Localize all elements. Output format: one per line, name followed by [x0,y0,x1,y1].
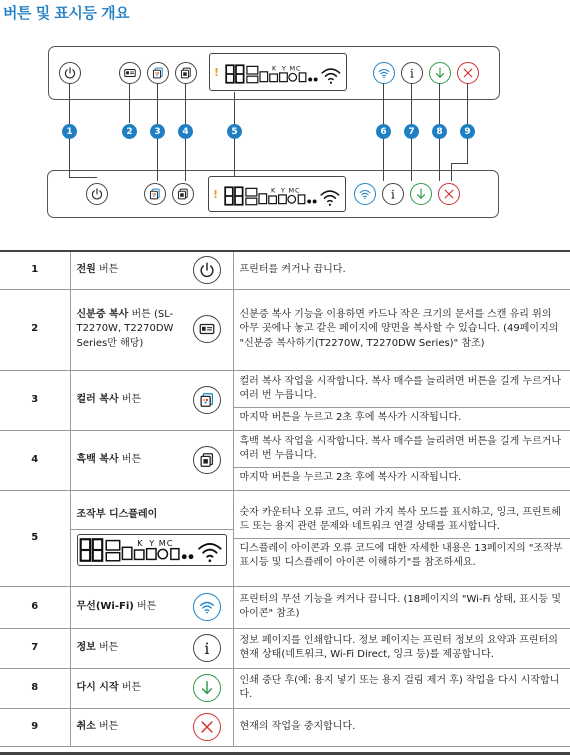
id-card-icon [119,62,141,84]
table-row [0,628,570,668]
button-table [0,250,570,747]
mono-copy-icon [193,446,221,474]
page-title: 버튼 및 표시등 개요 [3,4,130,22]
resume-icon [410,183,432,205]
row-name: 신분증 복사 버튼 (SL-T2270W, T2270DW Series만 해당) [70,289,181,370]
mono-copy-icon [175,62,197,84]
resume-icon [429,62,451,84]
wifi-icon [193,593,221,621]
display-icon [77,534,227,566]
info-icon [401,62,423,84]
wifi-icon [354,183,376,205]
table-row [0,251,570,289]
callout-number: 9 [460,124,475,139]
footer-rule [0,752,570,755]
row-number: 6 [0,586,70,628]
row-name: 취소 버튼 [70,708,181,746]
table-row [0,586,570,628]
row-name: 조작부 디스플레이 [71,502,233,530]
row-description: 인쇄 중단 후(예: 용지 넣기 또는 용지 걸림 제거 후) 작업을 다시 시작합니다. [233,668,570,708]
callout-line [451,163,468,164]
cancel-icon [438,183,460,205]
row-number: 1 [0,251,70,289]
callout-line [451,163,452,181]
callout-number: 2 [122,124,137,139]
table-row [0,668,570,708]
table-row [0,370,570,430]
mono-copy-icon [172,183,194,205]
row-description: 프린터의 무선 기능을 켜거나 끕니다. (18페이지의 "Wi-Fi 상태, 표시등 및 아이콘" 참조) [233,586,570,628]
id-card-icon [193,315,221,343]
callout-line [69,177,97,178]
row-number: 9 [0,708,70,746]
control-panel-diagram-bottom [47,170,499,218]
row-name: 무선(Wi-Fi) 버튼 [70,586,181,628]
table-row [0,708,570,746]
wifi-icon [373,62,395,84]
callout-number: 7 [404,124,419,139]
row-name: 정보 버튼 [70,628,181,668]
color-copy-icon [193,386,221,414]
row-description: 흑백 복사 작업을 시작합니다. 복사 매수를 늘리려면 버튼을 길게 누르거나 여러 번 누릅니다. [239,435,562,462]
power-icon [59,62,81,84]
table-row [0,289,570,370]
info-icon [193,634,221,662]
row-description: 프린터를 켜거나 끕니다. [233,251,570,289]
power-icon [193,256,221,284]
row-description: 컬러 복사 작업을 시작합니다. 복사 매수를 늘리려면 버튼을 길게 누르거나 여러 번 누릅니다. [239,375,562,402]
table-row [0,490,570,586]
callout-line [129,83,130,123]
row-number: 3 [0,370,70,430]
display-icon [208,176,346,212]
color-copy-icon [147,62,169,84]
row-name: 전원 버튼 [70,251,181,289]
row-number: 2 [0,289,70,370]
callout-number: 4 [178,124,193,139]
row-name: 다시 시작 버튼 [70,668,181,708]
row-description-note: 디스플레이 아이콘과 오류 코드에 대한 자세한 내용은 13페이지의 "조작부 표시등 및 디스플레이 아이콘 이해하기"를 참조하세요. [234,538,570,571]
cancel-icon [457,62,479,84]
resume-icon [193,674,221,702]
row-number: 7 [0,628,70,668]
callout-number: 8 [432,124,447,139]
callout-line [467,83,468,163]
row-name: 흑백 복사 버튼 [70,430,181,490]
row-description: 신분증 복사 기능을 이용하면 카드나 작은 크기의 문서를 스캔 유리 위의 아무 곳에나 놓고 같은 페이지에 양면을 복사할 수 있습니다. (49페이지의 "신분증 복사하기(T2270W, T2270DW Series)" 참조) [233,289,570,370]
callout-number: 6 [376,124,391,139]
row-number: 5 [0,490,70,586]
callout-number: 1 [62,124,77,139]
callout-number: 3 [150,124,165,139]
row-description: 현재의 작업을 중지합니다. [233,708,570,746]
row-description-note: 마지막 버튼을 누르고 2초 후에 복사가 시작됩니다. [234,467,570,486]
cancel-icon [193,713,221,741]
row-name: 컬러 복사 버튼 [70,370,181,430]
control-panel-diagram-top [48,46,500,100]
warning-icon: ! [213,188,219,201]
info-icon [382,183,404,205]
display-icon [209,53,347,91]
row-description: 정보 페이지를 인쇄합니다. 정보 페이지는 프린터 정보의 요약과 프린터의 현재 상태(네트워크, Wi-Fi Direct, 잉크 등)를 제공합니다. [233,628,570,668]
color-copy-icon [144,183,166,205]
warning-icon: ! [214,66,220,79]
row-description-note: 마지막 버튼을 누르고 2초 후에 복사가 시작됩니다. [234,407,570,426]
table-row [0,430,570,490]
row-number: 8 [0,668,70,708]
power-icon [86,183,108,205]
row-description: 숫자 카운터나 오류 코드, 여러 가지 복사 모드를 표시하고, 잉크, 프린트헤드 또는 용지 관련 문제와 네트워크 연결 상태를 표시합니다. [239,506,561,532]
callout-number: 5 [227,124,242,139]
row-number: 4 [0,430,70,490]
